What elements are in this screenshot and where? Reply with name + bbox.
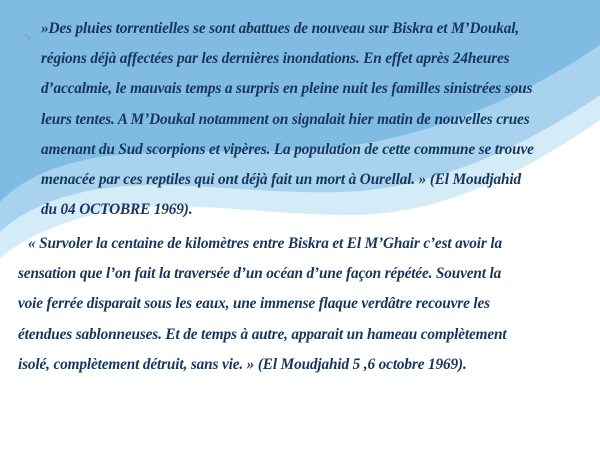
text-line: isolé, complètement détruit, sans vie. » (El Moudjahid 5 ,6 octobre 1969). bbox=[18, 355, 467, 373]
text-line: leurs tentes. A M’Doukal notamment on signalait hier matin de nouvelles crues bbox=[41, 110, 530, 128]
text-line: amenant du Sud scorpions et vipères. La population de cette commune se trouve bbox=[41, 140, 534, 158]
quote-paragraph-2 bbox=[18, 229, 593, 380]
text-line: menacée par ces reptiles qui ont déjà fait un mort à Ourellal. » (El Moudjahid bbox=[41, 171, 521, 189]
text-line: d’accalmie, le mauvais temps a surpris en pleine nuit les familles sinistrées sous bbox=[41, 80, 533, 98]
text-line: voie ferrée disparait sous les eaux, une immense flaque verdâtre recouvre les bbox=[18, 295, 490, 313]
text-line: du 04 OCTOBRE 1969). bbox=[41, 201, 193, 219]
quote-paragraph-1 bbox=[41, 14, 593, 225]
text-line: « Survoler la centaine de kilomètres entre Biskra et El M’Ghair c’est avoir la bbox=[28, 235, 502, 252]
text-line: sensation que l’on fait la traversée d’un océan d’une façon répétée. Souvent la bbox=[18, 265, 502, 283]
text-line: étendues sablonneuses. Et de temps à autre, apparait un hameau complètement bbox=[18, 325, 507, 343]
text-line: régions déjà affectées par les dernières inondations. En effet après 24heures bbox=[41, 50, 510, 68]
wave-bullet-icon: ∿ bbox=[23, 30, 33, 43]
text-line: »Des pluies torrentielles se sont abattues de nouveau sur Biskra et M’Doukal, bbox=[41, 20, 519, 37]
